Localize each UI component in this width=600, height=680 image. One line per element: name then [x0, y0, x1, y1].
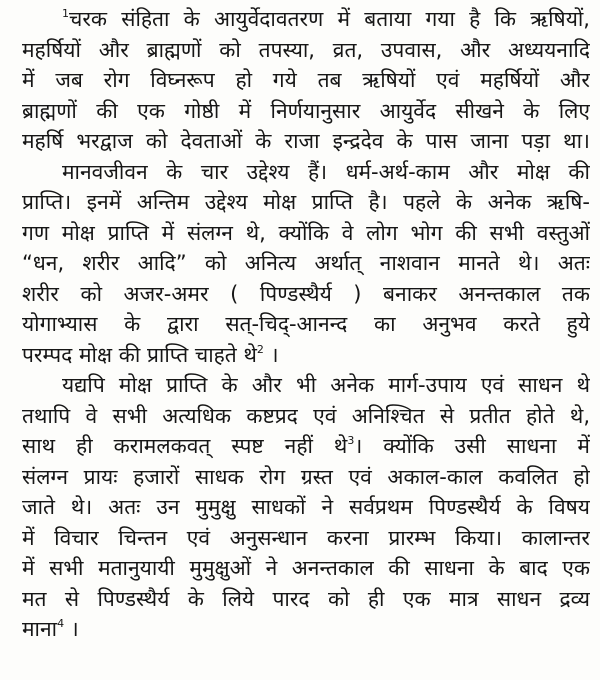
footnote-marker: 3 [347, 434, 355, 447]
text-line: मत से पिण्डस्थैर्य के लिये पारद को ही एक मात्र साधन द्रव्य [22, 586, 590, 611]
paragraph-3 [22, 370, 590, 645]
text-line: “धन, शरीर आदि” को अनित्य अर्थात् नाशवान मानते थे। अतः [22, 251, 590, 275]
line-text: चरक संहिता के आयुर्वेदावतरण में बताया गया है कि ऋषियों, [69, 7, 590, 31]
text-line [22, 614, 590, 645]
text-line: महर्षियों और ब्राह्मणों को तपस्या, व्रत, उपवास, और अध्ययनादि [22, 37, 590, 62]
text-line: ब्राह्मणों की एक गोष्ठी में निर्णयानुसार आयुर्वेद सीखने के लिए [22, 98, 590, 123]
line-text: । [270, 342, 279, 367]
text-line: शरीर को अजर-अमर ( पिण्डस्थैर्य ) बनाकर अनन्तकाल तक [22, 281, 590, 306]
text-line: जाते थे। अतः उन मुमुक्षु साधकों ने सर्वप्रथम पिण्डस्थैर्य के विषय [22, 495, 590, 519]
text-line: संलग्न प्रायः हजारों साधक रोग ग्रस्त एवं अकाल-काल कवलित हो [22, 464, 590, 489]
text-line [22, 4, 590, 35]
line-text: । क्योंकि उसी साधना में [354, 434, 590, 458]
text-line [22, 340, 590, 371]
line-text: परम्पद मोक्ष की प्राप्ति चाहते थे [22, 342, 257, 367]
text-line [22, 431, 590, 462]
footnote-marker: 4 [57, 617, 65, 630]
footnote-marker: 1 [62, 7, 69, 20]
text-line: तथापि वे सभी अत्यधिक कष्टप्रद एवं अनिश्चित से प्रतीत होते थे, [22, 403, 590, 428]
text-line: महर्षि भरद्वाज को देवताओं के राजा इन्द्रदेव के पास जाना पड़ा था। [22, 129, 590, 153]
line-text: साथ ही करामलकवत् स्पष्ट नहीं थे [22, 434, 348, 458]
text-line: प्राप्ति। इनमें अन्तिम उद्देश्य मोक्ष प्राप्ति है। पहले के अनेक ऋषि- [22, 190, 590, 214]
text-line: गण मोक्ष प्राप्ति में संलग्न थे, क्योंकि वे लोग भोग की सभी वस्तुओं [22, 220, 590, 245]
paragraph-1 [22, 4, 590, 157]
text-line: योगाभ्यास के द्वारा सत्-चिद्-आनन्द का अनुभव करते हुये [22, 312, 590, 336]
line-text: माना [22, 617, 58, 641]
text-line: में सभी मतानुयायी मुमुक्षुओं ने अनन्तकाल की साधना के बाद एक [22, 556, 590, 580]
text-line: में विचार चिन्तन एवं अनुसन्धान करना प्रारम्भ किया। कालान्तर [22, 525, 590, 550]
text-line: यद्यपि मोक्ष प्राप्ति के और भी अनेक मार्ग-उपाय एवं साधन थे [62, 373, 590, 397]
text-line: में जब रोग विघ्नरूप हो गये तब ऋषियों एवं महर्षियों और [22, 68, 590, 92]
line-text: । [70, 617, 79, 641]
text-line: मानवजीवन के चार उद्देश्य हैं। धर्म-अर्थ-काम और मोक्ष की [62, 159, 590, 184]
paragraph-2 [22, 157, 590, 371]
footnote-marker: 2 [256, 342, 264, 356]
